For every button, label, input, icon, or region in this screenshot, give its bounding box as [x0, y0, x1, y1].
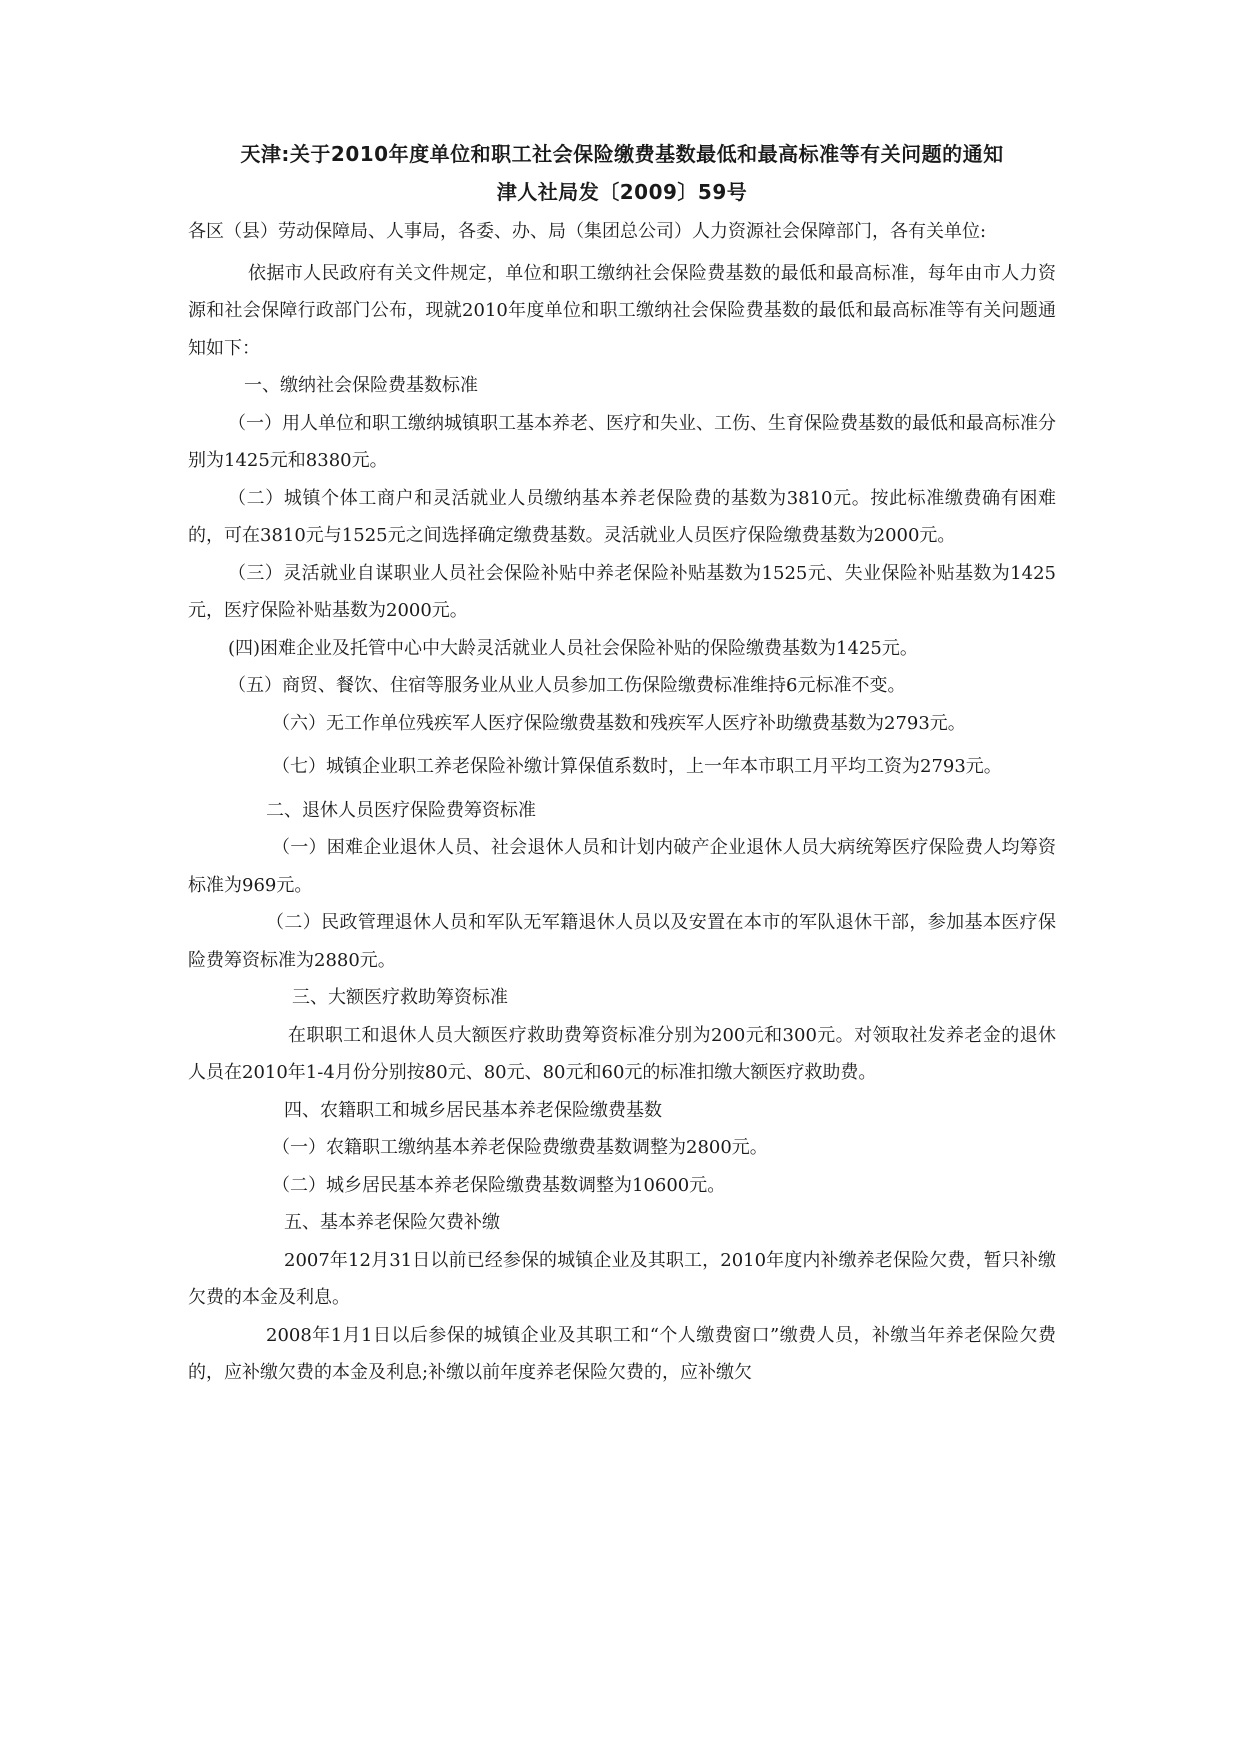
- section-5-item-2: 2008年1月1日以后参保的城镇企业及其职工和“个人缴费窗口”缴费人员，补缴当年养老保险欠费的，应补缴欠费的本金及利息;补缴以前年度养老保险欠费的，应补缴欠: [188, 1324, 1056, 1383]
- section-4-item-2: （二）城乡居民基本养老保险缴费基数调整为10600元。: [272, 1174, 726, 1196]
- document-page: [188, 135, 1056, 1392]
- section-1-heading: 一、缴纳社会保险费基数标准: [244, 375, 478, 396]
- section-1-item-3: （三）灵活就业自谋职业人员社会保险补贴中养老保险补贴基数为1525元、失业保险补贴基数为1425元，医疗保险补贴基数为2000元。: [188, 562, 1056, 621]
- section-2-heading: 二、退休人员医疗保险费筹资标准: [266, 799, 536, 821]
- section-5-heading: 五、基本养老保险欠费补缴: [284, 1212, 500, 1233]
- salutation: 各区（县）劳动保障局、人事局，各委、办、局（集团总公司）人力资源社会保障部门，各有关单位:: [188, 221, 987, 242]
- section-1-item-7: （七）城镇企业职工养老保险补缴计算保值系数时，上一年本市职工月平均工资为2793元。: [272, 756, 1002, 777]
- document-title: 天津:关于2010年度单位和职工社会保险缴费基数最低和最高标准等有关问题的通知: [240, 142, 1004, 166]
- section-5-item-1: 2007年12月31日以前已经参保的城镇企业及其职工，2010年度内补缴养老保险欠费，暂只补缴欠费的本金及利息。: [188, 1249, 1056, 1308]
- section-2-item-2: （二）民政管理退休人员和军队无军籍退休人员以及安置在本市的军队退休干部，参加基本医疗保险费筹资标准为2880元。: [188, 912, 1056, 971]
- section-1-item-6: （六）无工作单位残疾军人医疗保险缴费基数和残疾军人医疗补助缴费基数为2793元。: [272, 712, 966, 734]
- section-4-heading: 四、农籍职工和城乡居民基本养老保险缴费基数: [284, 1099, 662, 1121]
- section-1-item-2: （二）城镇个体工商户和灵活就业人员缴纳基本养老保险费的基数为3810元。按此标准缴费确有困难的，可在3810元与1525元之间选择确定缴费基数。灵活就业人员医疗保险缴费基数为2000元。: [188, 487, 1056, 546]
- section-2-item-1: （一）困难企业退休人员、社会退休人员和计划内破产企业退休人员大病统筹医疗保险费人均筹资标准为969元。: [188, 837, 1056, 896]
- section-1-item-1: （一）用人单位和职工缴纳城镇职工基本养老、医疗和失业、工伤、生育保险费基数的最低和最高标准分别为1425元和8380元。: [188, 412, 1056, 471]
- document-number: 津人社局发〔2009〕59号: [496, 180, 748, 204]
- section-4-item-1: （一）农籍职工缴纳基本养老保险费缴费基数调整为2800元。: [272, 1137, 768, 1158]
- section-3-item-1: 在职职工和退休人员大额医疗救助费筹资标准分别为200元和300元。对领取社发养老金的退休人员在2010年1-4月份分别按80元、80元、80元和60元的标准扣缴大额医疗救助费。: [188, 1024, 1056, 1083]
- intro-paragraph: 依据市人民政府有关文件规定，单位和职工缴纳社会保险费基数的最低和最高标准，每年由市人力资源和社会保障行政部门公布，现就2010年度单位和职工缴纳社会保险费基数的最低和最高标准等有关问题通知如下：: [188, 262, 1056, 359]
- section-1-item-4: (四)困难企业及托管中心中大龄灵活就业人员社会保险补贴的保险缴费基数为1425元。: [228, 637, 918, 659]
- section-1-item-5: （五）商贸、餐饮、住宿等服务业从业人员参加工伤保险缴费标准维持6元标准不变。: [228, 675, 906, 696]
- section-3-heading: 三、大额医疗救助筹资标准: [292, 987, 508, 1008]
